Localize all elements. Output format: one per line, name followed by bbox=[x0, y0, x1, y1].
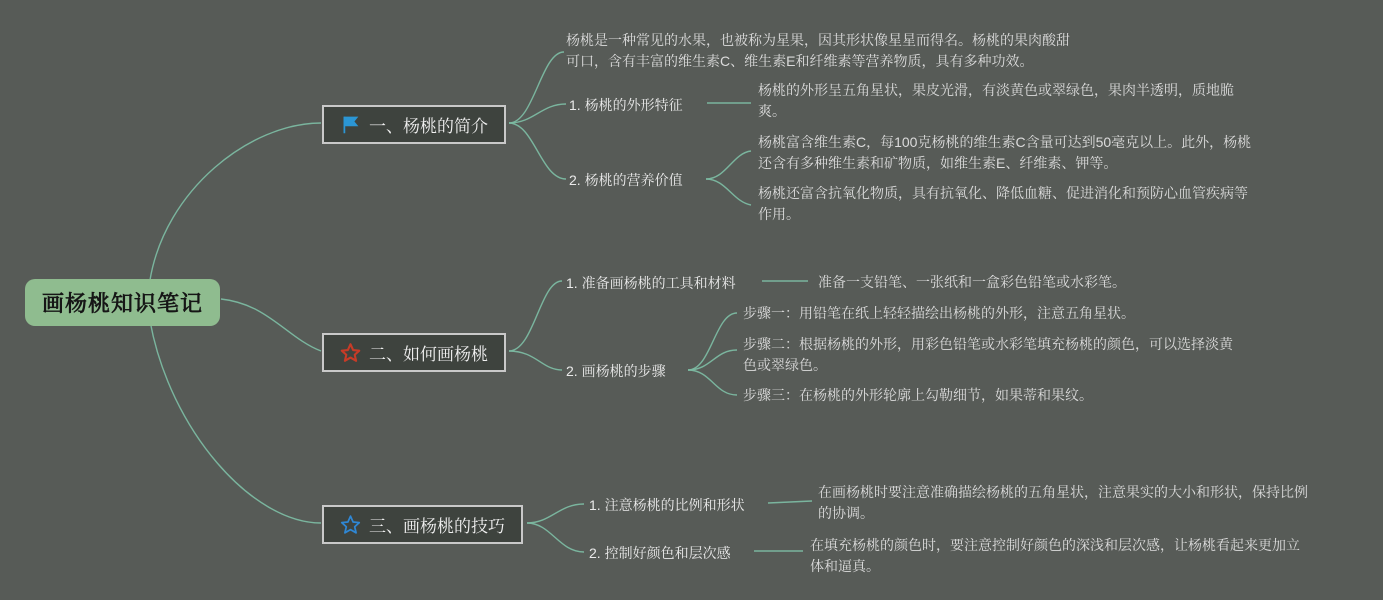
branch2-step-2[interactable]: 步骤二：根据杨桃的外形，用彩色铅笔或水彩笔填充杨桃的颜色，可以选择淡黄色或翠绿色。 bbox=[743, 336, 1233, 373]
red-star-outline-icon bbox=[340, 342, 361, 363]
branch3-subtopic-2-detail[interactable]: 在填充杨桃的颜色时，要注意控制好颜色的深浅和层次感，让杨桃看起来更加立体和逼真。 bbox=[810, 537, 1300, 574]
branch-topic-3[interactable] bbox=[322, 505, 523, 544]
branch2-subtopic-2[interactable]: 2. 画杨桃的步骤 bbox=[566, 363, 666, 379]
branch1-subtopic-1-detail[interactable]: 杨桃的外形呈五角星状，果皮光滑，有淡黄色或翠绿色，果肉半透明，质地脆爽。 bbox=[758, 82, 1234, 119]
branch-topic-2[interactable] bbox=[322, 333, 506, 372]
branch2-step-3[interactable]: 步骤三：在杨桃的外形轮廓上勾勒细节，如果蒂和果纹。 bbox=[743, 387, 1093, 403]
branch1-subtopic-2-detail-1[interactable]: 杨桃富含维生素C，每100克杨桃的维生素C含量可达到50毫克以上。此外，杨桃还含有多种维生素和矿物质，如维生素E、纤维素、钾等。 bbox=[758, 134, 1252, 171]
blue-star-outline-icon bbox=[340, 514, 361, 535]
branch1-subtopic-2[interactable]: 2. 杨桃的营养价值 bbox=[569, 172, 683, 188]
branch-topic-2-label: 二、如何画杨桃 bbox=[369, 345, 488, 364]
branch1-subtopic-1[interactable]: 1. 杨桃的外形特征 bbox=[569, 97, 683, 113]
branch3-subtopic-2[interactable]: 2. 控制好颜色和层次感 bbox=[589, 545, 731, 561]
branch1-subtopic-2-detail-2[interactable]: 杨桃还富含抗氧化物质，具有抗氧化、降低血糖、促进消化和预防心血管疾病等作用。 bbox=[758, 185, 1248, 222]
branch3-subtopic-1-detail[interactable]: 在画杨桃时要注意准确描绘杨桃的五角星状，注意果实的大小和形状，保持比例的协调。 bbox=[818, 484, 1308, 521]
branch-topic-1[interactable] bbox=[322, 105, 506, 144]
branch3-subtopic-1[interactable]: 1. 注意杨桃的比例和形状 bbox=[589, 497, 745, 513]
branch2-step-1[interactable]: 步骤一：用铅笔在纸上轻轻描绘出杨桃的外形，注意五角星状。 bbox=[743, 305, 1135, 321]
root-topic[interactable]: 画杨桃知识笔记 bbox=[25, 279, 220, 326]
branch-topic-1-label: 一、杨桃的简介 bbox=[369, 117, 488, 136]
flag-icon bbox=[340, 114, 361, 135]
branch-topic-3-label: 三、画杨桃的技巧 bbox=[369, 517, 505, 536]
branch1-intro-note[interactable]: 杨桃是一种常见的水果，也被称为星果，因其形状像星星而得名。杨桃的果肉酸甜可口，含有丰富的维生素C、维生素E和纤维素等营养物质，具有多种功效。 bbox=[566, 32, 1070, 69]
branch2-subtopic-1-detail[interactable]: 准备一支铅笔、一张纸和一盒彩色铅笔或水彩笔。 bbox=[818, 274, 1126, 290]
branch2-subtopic-1[interactable]: 1. 准备画杨桃的工具和材料 bbox=[566, 275, 736, 291]
